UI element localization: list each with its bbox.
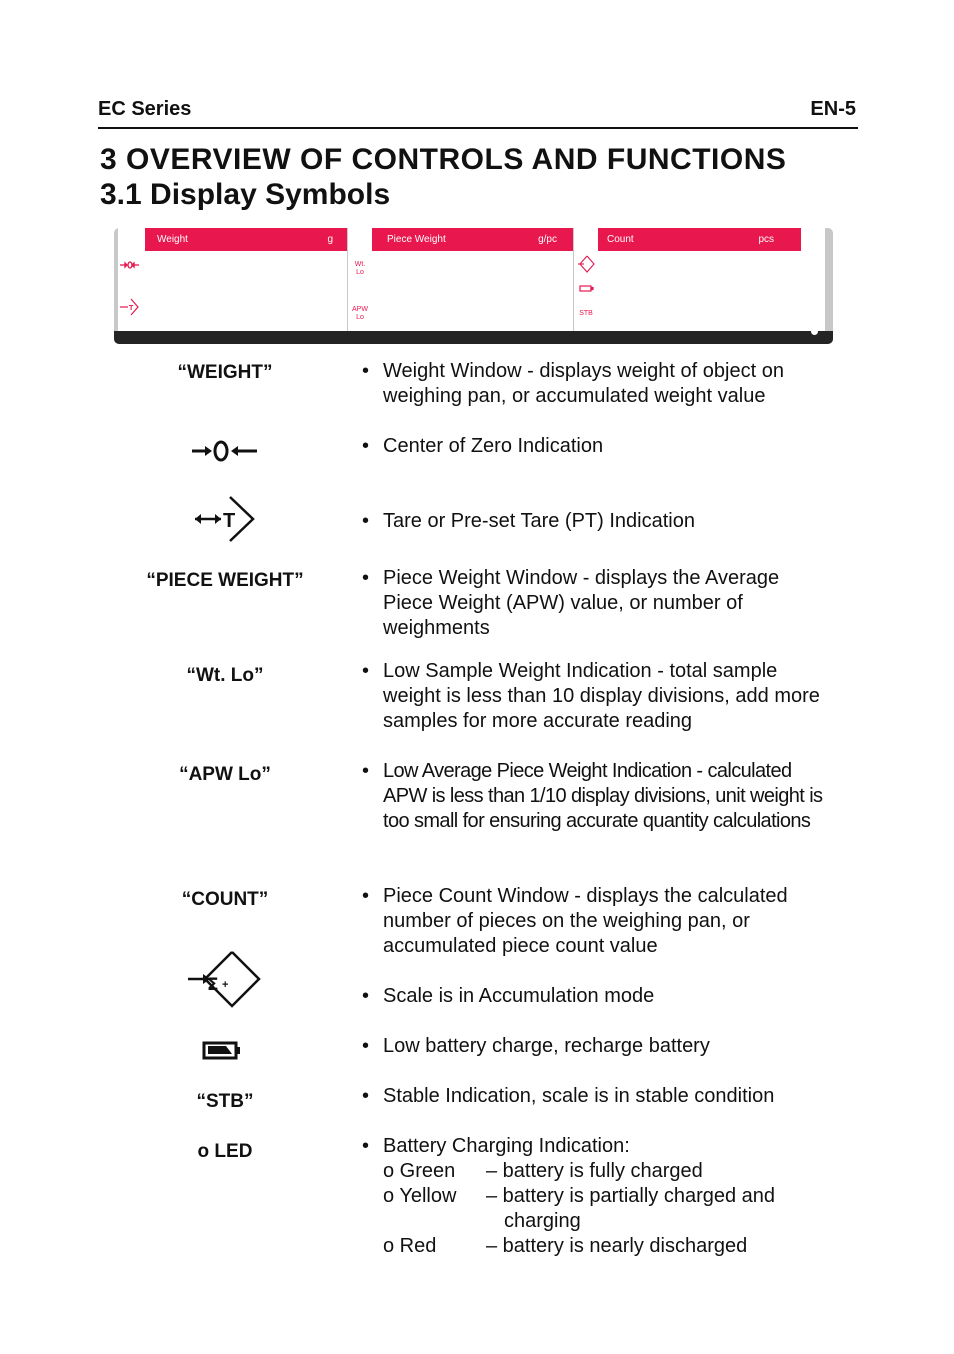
wt-lo-label: “Wt. Lo”	[186, 665, 264, 686]
piece-window-label: Piece Weight	[387, 234, 446, 245]
bullet: •	[362, 760, 370, 782]
description-text: Piece Count Window - displays the calculated number of pieces on the weighing pan, or accumulated piece count value	[383, 885, 788, 957]
description-text: Piece Weight Window - displays the Average Piece Weight (APW) value, or number of weighments	[383, 567, 780, 639]
led-state-red	[383, 1234, 832, 1259]
stb-label: “STB”	[196, 1091, 254, 1112]
bullet: •	[362, 1035, 370, 1057]
chapter-title: 3 OVERVIEW OF CONTROLS AND FUNCTIONS	[100, 143, 787, 176]
description-text: Low battery charge, recharge battery	[383, 1035, 710, 1057]
zero-description	[362, 434, 832, 459]
led-description	[362, 1134, 832, 1259]
count-gutter-icons	[574, 228, 598, 308]
weight-description	[362, 359, 832, 409]
led-state-text: – battery is partially charged and charging	[486, 1185, 776, 1232]
svg-text:Σ: Σ	[207, 975, 219, 995]
bullet: •	[362, 1085, 370, 1107]
low-battery-icon	[202, 1040, 242, 1062]
bullet: •	[362, 1135, 370, 1157]
accumulation-icon	[186, 950, 264, 1008]
description-text: Low Average Piece Weight Indication - calculated APW is less than 1/10 display divisions, unit weight is too small for ensuring accurate quantity calculations	[383, 760, 823, 832]
description-text: Tare or Pre-set Tare (PT) Indication	[383, 510, 695, 532]
accumulation-small-icon	[578, 256, 594, 272]
svg-text:T: T	[129, 305, 134, 312]
description-text: Low Sample Weight Indication - total sample weight is less than 10 display divisions, add more samples for more accurate reading	[383, 660, 820, 732]
led-state-list	[383, 1159, 832, 1259]
svg-text:+: +	[222, 979, 229, 991]
tare-icon	[193, 495, 259, 545]
piece-weight-label: “PIECE WEIGHT”	[146, 570, 304, 591]
description-text: Stable Indication, scale is in stable condition	[383, 1085, 775, 1107]
bullet: •	[362, 510, 370, 532]
led-label: o LED	[197, 1141, 253, 1162]
battery-description	[362, 1034, 832, 1059]
count-gutter	[574, 228, 598, 331]
bullet: •	[362, 985, 370, 1007]
bullet: •	[362, 435, 370, 457]
weight-gutter-icons	[118, 228, 145, 331]
display-panel	[114, 228, 833, 344]
apw-lo-label: “APW Lo”	[179, 764, 271, 785]
count-description	[362, 884, 832, 959]
series-name: EC Series	[98, 98, 192, 120]
section-title: 3.1 Display Symbols	[100, 178, 391, 211]
weight-unit: g	[327, 234, 333, 245]
led-state-name: o Red	[383, 1235, 437, 1257]
bullet: •	[362, 567, 370, 589]
svg-text:T: T	[223, 510, 236, 532]
led-state-text: – battery is nearly discharged	[486, 1235, 748, 1257]
weight-window	[145, 228, 347, 331]
count-label: “COUNT”	[181, 889, 269, 910]
piece-weight-description	[362, 566, 832, 641]
piece-weight-window	[372, 228, 573, 331]
led-state-text: – battery is fully charged	[486, 1160, 703, 1182]
description-text: Weight Window - displays weight of object on weighing pan, or accumulated weight value	[383, 360, 784, 407]
led-state-yellow	[383, 1184, 832, 1234]
description-text: Scale is in Accumulation mode	[383, 985, 655, 1007]
bullet: •	[362, 360, 370, 382]
wt-lo-indicator	[350, 261, 370, 277]
apw-lo-line1: APW	[352, 306, 368, 313]
tare-description	[362, 509, 832, 534]
tare-small-icon	[120, 299, 138, 315]
wt-lo-description	[362, 659, 832, 734]
bullet: •	[362, 885, 370, 907]
apw-lo-indicator	[350, 306, 370, 322]
zero-small-icon	[120, 262, 139, 268]
page-number: EN-5	[810, 98, 856, 120]
wt-lo-line2: Lo	[356, 269, 364, 276]
piece-gutter	[348, 228, 372, 331]
page-header	[98, 98, 858, 129]
count-window	[598, 228, 801, 331]
weight-window-label: Weight	[157, 234, 188, 245]
weight-label: “WEIGHT”	[177, 362, 273, 383]
weight-gutter	[118, 228, 145, 331]
bullet: •	[362, 660, 370, 682]
battery-small-icon	[580, 286, 593, 291]
panel-bottom-bar	[114, 331, 833, 344]
wt-lo-line1: Wt.	[354, 261, 366, 268]
center-of-zero-icon	[190, 438, 260, 466]
led-indicator-icon	[811, 328, 818, 335]
right-gutter	[801, 228, 825, 331]
led-state-name: o Yellow	[383, 1185, 457, 1207]
description-text: Center of Zero Indication	[383, 435, 604, 457]
led-state-green	[383, 1159, 832, 1184]
piece-unit: g/pc	[538, 234, 557, 245]
description-text: Battery Charging Indication:	[383, 1135, 630, 1157]
accumulation-description	[362, 984, 832, 1009]
apw-lo-line2: Lo	[356, 314, 364, 321]
stb-description	[362, 1084, 832, 1109]
stb-indicator: STB	[579, 310, 593, 317]
led-state-name: o Green	[383, 1160, 456, 1182]
count-window-label: Count	[607, 234, 634, 245]
apw-lo-description	[362, 759, 832, 834]
count-unit: pcs	[758, 234, 774, 245]
